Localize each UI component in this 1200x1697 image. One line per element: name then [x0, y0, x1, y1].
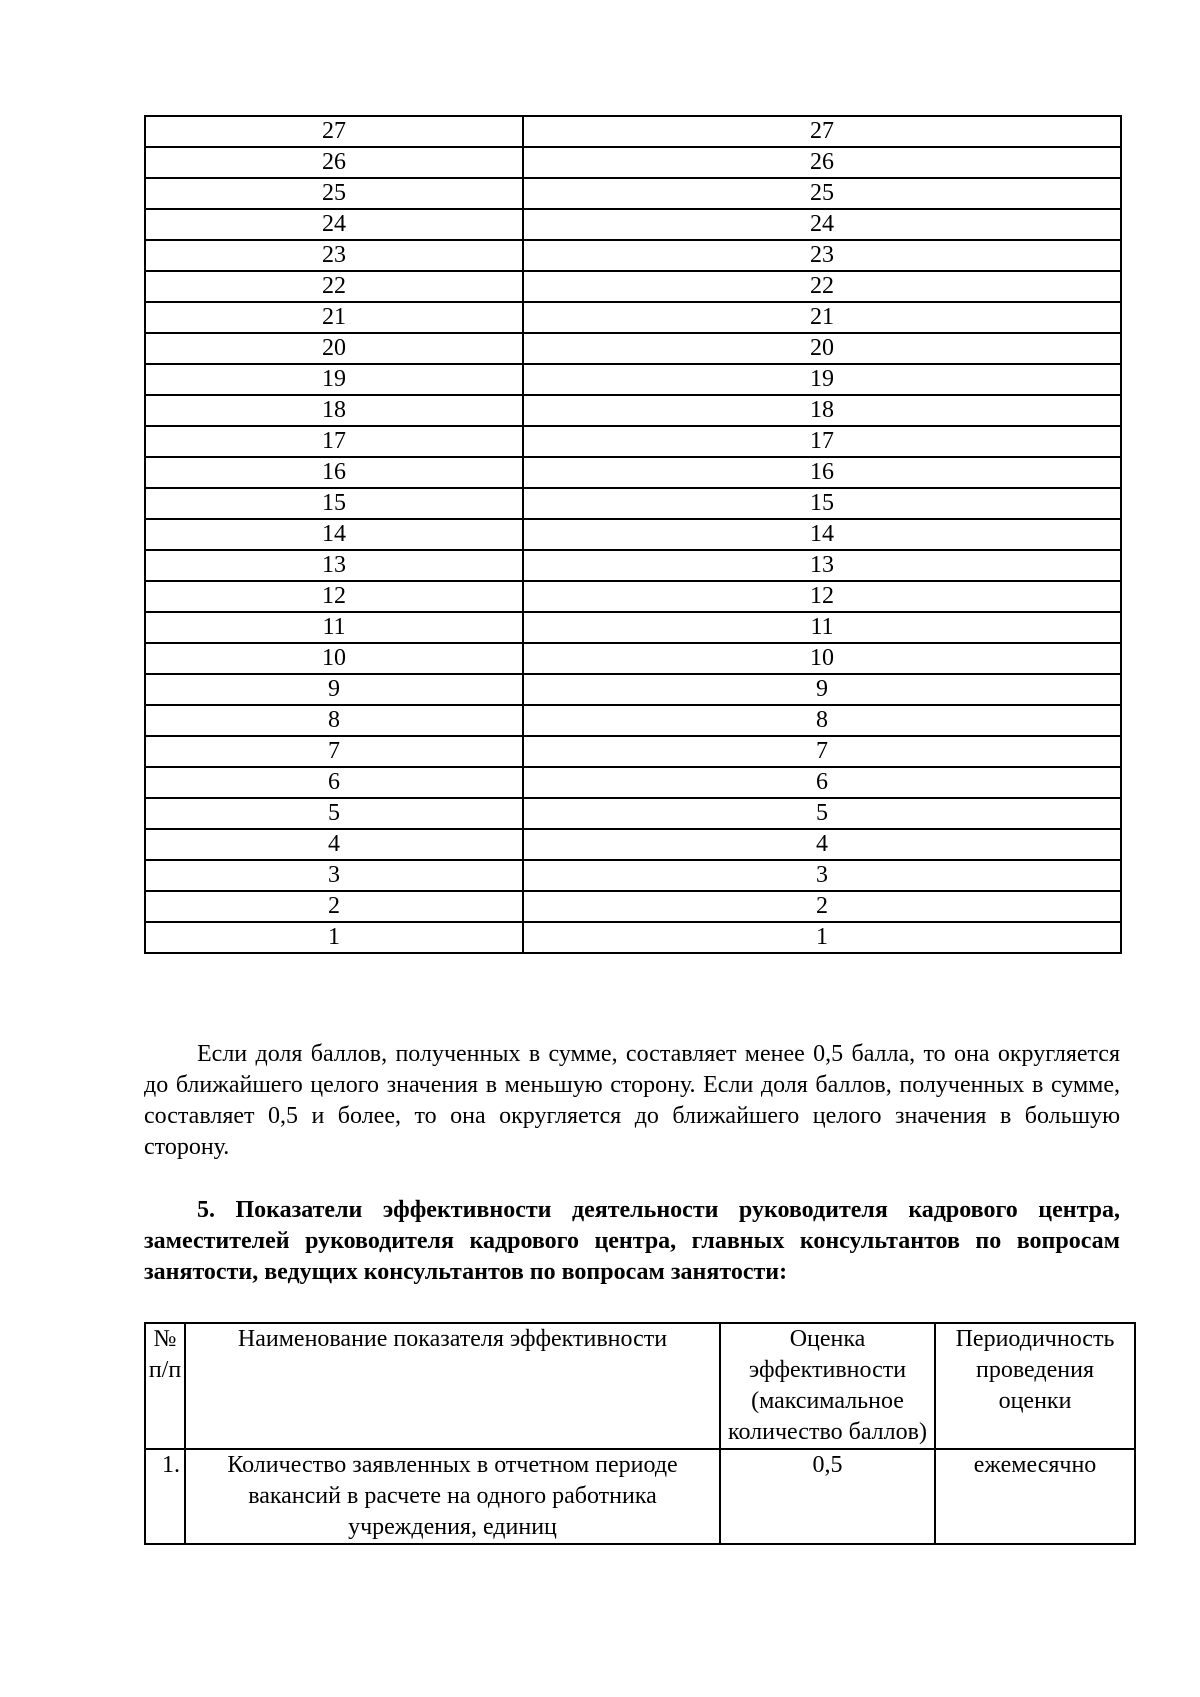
score-conversion-table	[144, 115, 1122, 954]
table-row	[145, 643, 1121, 674]
table-row	[145, 922, 1121, 953]
score-cell-left: 23	[145, 240, 523, 271]
section-heading: 5. Показатели эффективности деятельности руководителя кадрового центра, заместителей руководителя кадрового центра, главных консультантов по вопросам занятости, ведущих консультантов по вопросам занятости:	[144, 1197, 1120, 1285]
score-cell-right: 17	[523, 426, 1121, 457]
score-cell-left: 20	[145, 333, 523, 364]
score-cell-left: 19	[145, 364, 523, 395]
table-row	[145, 271, 1121, 302]
score-cell-right: 9	[523, 674, 1121, 705]
score-cell-right: 18	[523, 395, 1121, 426]
table-row	[145, 333, 1121, 364]
rounding-rule-paragraph: Если доля баллов, полученных в сумме, составляет менее 0,5 балла, то она округляется до ближайшего целого значения в меньшую сторону. Если доля баллов, полученных в сумме, составляет 0,5 и более, то она округляется до ближайшего целого значения в большую сторону.	[144, 1041, 1120, 1160]
score-cell-left: 6	[145, 767, 523, 798]
header-score: Оценка эффективности (максимальное количество баллов)	[720, 1323, 935, 1449]
score-cell-left: 14	[145, 519, 523, 550]
score-cell-right: 19	[523, 364, 1121, 395]
kpi-table	[144, 1322, 1136, 1545]
score-cell-right: 1	[523, 922, 1121, 953]
score-cell-left: 5	[145, 798, 523, 829]
table-row	[145, 426, 1121, 457]
score-cell-right: 23	[523, 240, 1121, 271]
table-row	[145, 612, 1121, 643]
score-cell-left: 27	[145, 116, 523, 147]
score-cell-left: 11	[145, 612, 523, 643]
score-cell-left: 3	[145, 860, 523, 891]
table-row	[145, 364, 1121, 395]
score-cell-right: 27	[523, 116, 1121, 147]
score-cell-left: 26	[145, 147, 523, 178]
table-row	[145, 302, 1121, 333]
score-cell-right: 15	[523, 488, 1121, 519]
score-cell-left: 15	[145, 488, 523, 519]
score-cell-right: 16	[523, 457, 1121, 488]
table-row	[145, 767, 1121, 798]
score-cell-left: 4	[145, 829, 523, 860]
table-row	[145, 674, 1121, 705]
table-row	[145, 178, 1121, 209]
score-cell-right: 20	[523, 333, 1121, 364]
score-cell-left: 22	[145, 271, 523, 302]
score-cell-right: 14	[523, 519, 1121, 550]
score-cell-left: 18	[145, 395, 523, 426]
score-cell-right: 26	[523, 147, 1121, 178]
score-cell-left: 1	[145, 922, 523, 953]
score-cell-left: 21	[145, 302, 523, 333]
score-cell-left: 25	[145, 178, 523, 209]
table-row	[145, 798, 1121, 829]
table-row	[145, 736, 1121, 767]
table-row	[145, 488, 1121, 519]
score-cell-right: 11	[523, 612, 1121, 643]
score-cell-left: 2	[145, 891, 523, 922]
table-row	[145, 829, 1121, 860]
table-row	[145, 457, 1121, 488]
table-row	[145, 395, 1121, 426]
score-cell-left: 16	[145, 457, 523, 488]
kpi-row-name: Количество заявленных в отчетном периоде вакансий в расчете на одного работника учреждения, единиц	[185, 1449, 720, 1544]
score-cell-right: 21	[523, 302, 1121, 333]
table-row	[145, 860, 1121, 891]
table-row	[145, 705, 1121, 736]
kpi-row-num: 1.	[145, 1449, 185, 1544]
score-cell-right: 6	[523, 767, 1121, 798]
score-cell-left: 17	[145, 426, 523, 457]
score-cell-left: 7	[145, 736, 523, 767]
score-cell-left: 9	[145, 674, 523, 705]
score-cell-left: 12	[145, 581, 523, 612]
score-table-body	[145, 116, 1121, 953]
kpi-header-row	[145, 1323, 1135, 1449]
score-cell-left: 10	[145, 643, 523, 674]
kpi-row-period: ежемесячно	[935, 1449, 1135, 1544]
header-name: Наименование показателя эффективности	[185, 1323, 720, 1449]
score-cell-right: 12	[523, 581, 1121, 612]
kpi-row	[145, 1449, 1135, 1544]
score-cell-right: 24	[523, 209, 1121, 240]
score-cell-right: 2	[523, 891, 1121, 922]
table-row	[145, 240, 1121, 271]
score-cell-right: 22	[523, 271, 1121, 302]
score-cell-right: 10	[523, 643, 1121, 674]
score-cell-right: 7	[523, 736, 1121, 767]
table-row	[145, 891, 1121, 922]
table-row	[145, 116, 1121, 147]
table-row	[145, 209, 1121, 240]
score-cell-left: 8	[145, 705, 523, 736]
table-row	[145, 581, 1121, 612]
score-cell-right: 25	[523, 178, 1121, 209]
score-cell-right: 4	[523, 829, 1121, 860]
score-cell-right: 8	[523, 705, 1121, 736]
header-num: № п/п	[145, 1323, 185, 1449]
score-cell-left: 13	[145, 550, 523, 581]
kpi-row-score: 0,5	[720, 1449, 935, 1544]
table-row	[145, 147, 1121, 178]
score-cell-right: 3	[523, 860, 1121, 891]
score-cell-left: 24	[145, 209, 523, 240]
score-cell-right: 5	[523, 798, 1121, 829]
table-row	[145, 550, 1121, 581]
table-row	[145, 519, 1121, 550]
score-cell-right: 13	[523, 550, 1121, 581]
header-period: Периодичность проведения оценки	[935, 1323, 1135, 1449]
